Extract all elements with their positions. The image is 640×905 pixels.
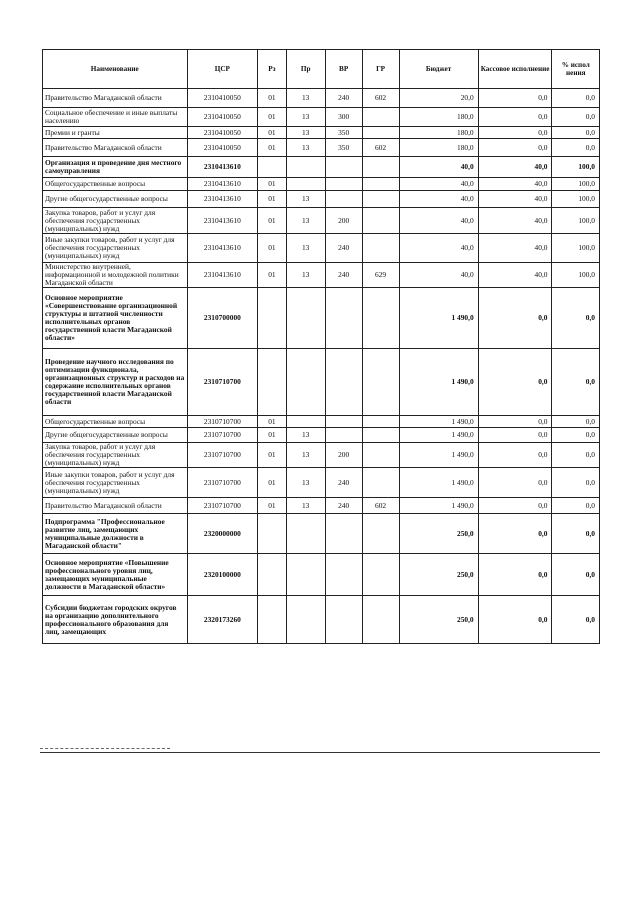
header-kass: Кассовое исполнение <box>478 50 552 89</box>
table-row <box>43 89 600 108</box>
cell-name: Общегосударственные вопросы <box>43 416 188 428</box>
cell-rz <box>258 514 286 554</box>
cell-kass: 0,0 <box>478 108 552 127</box>
header-gr: ГР <box>362 50 399 89</box>
table-row <box>43 443 600 468</box>
cell-pr <box>286 349 325 416</box>
cell-budget: 1 490,0 <box>399 468 478 498</box>
table-row <box>43 596 600 644</box>
table-row <box>43 468 600 498</box>
cell-name: Другие общегосударственные вопросы <box>43 191 188 208</box>
cell-vr: 200 <box>325 443 362 468</box>
cell-gr <box>362 416 399 428</box>
cell-budget: 40,0 <box>399 263 478 288</box>
cell-gr <box>362 288 399 349</box>
cell-kass: 0,0 <box>478 428 552 443</box>
cell-pct: 100,0 <box>552 178 600 191</box>
cell-name: Другие общегосударственные вопросы <box>43 428 188 443</box>
table-row <box>43 178 600 191</box>
cell-rz: 01 <box>258 178 286 191</box>
table-row <box>43 263 600 288</box>
cell-csr: 2320100000 <box>187 554 258 596</box>
cell-gr: 629 <box>362 263 399 288</box>
cell-budget: 1 490,0 <box>399 349 478 416</box>
cell-name: Иные закупки товаров, работ и услуг для обеспечения государственных (муниципальных) нужд <box>43 468 188 498</box>
table-row <box>43 157 600 178</box>
cell-pr: 13 <box>286 108 325 127</box>
cell-name: Субсидии бюджетам городских округов на организацию дополнительного профессионального образования для лиц, замещающих <box>43 596 188 644</box>
table-row <box>43 416 600 428</box>
cell-budget: 1 490,0 <box>399 498 478 514</box>
cell-budget: 180,0 <box>399 139 478 157</box>
table-row <box>43 191 600 208</box>
cell-name: Министерство внутренней, информационной и молодежной политики Магаданской области <box>43 263 188 288</box>
cell-name: Общегосударственные вопросы <box>43 178 188 191</box>
cell-kass: 0,0 <box>478 443 552 468</box>
cell-vr <box>325 514 362 554</box>
cell-pr: 13 <box>286 468 325 498</box>
cell-name: Иные закупки товаров, работ и услуг для обеспечения государственных (муниципальных) нужд <box>43 234 188 263</box>
cell-vr <box>325 288 362 349</box>
cell-gr <box>362 178 399 191</box>
cell-pr: 13 <box>286 139 325 157</box>
header-row <box>43 50 600 89</box>
cell-csr: 2310410050 <box>187 108 258 127</box>
cell-rz: 01 <box>258 263 286 288</box>
cell-pct: 0,0 <box>552 554 600 596</box>
cell-rz <box>258 157 286 178</box>
cell-pct: 100,0 <box>552 263 600 288</box>
header-pct: % испол нения <box>552 50 600 89</box>
cell-kass: 40,0 <box>478 234 552 263</box>
header-rz: Рз <box>258 50 286 89</box>
cell-vr <box>325 596 362 644</box>
cell-pr: 13 <box>286 127 325 139</box>
cell-rz: 01 <box>258 498 286 514</box>
cell-pct: 0,0 <box>552 349 600 416</box>
cell-rz: 01 <box>258 191 286 208</box>
cell-rz: 01 <box>258 443 286 468</box>
header-budget: Бюджет <box>399 50 478 89</box>
cell-pct: 0,0 <box>552 416 600 428</box>
cell-vr <box>325 428 362 443</box>
cell-budget: 1 490,0 <box>399 428 478 443</box>
cell-budget: 40,0 <box>399 178 478 191</box>
cell-kass: 40,0 <box>478 178 552 191</box>
cell-budget: 180,0 <box>399 127 478 139</box>
cell-pct: 100,0 <box>552 234 600 263</box>
cell-name: Закупка товаров, работ и услуг для обеспечения государственных (муниципальных) нужд <box>43 208 188 234</box>
cell-pct: 0,0 <box>552 596 600 644</box>
cell-rz <box>258 596 286 644</box>
cell-rz: 01 <box>258 468 286 498</box>
cell-gr: 602 <box>362 498 399 514</box>
cell-vr <box>325 554 362 596</box>
cell-gr <box>362 554 399 596</box>
table-row <box>43 108 600 127</box>
cell-rz: 01 <box>258 89 286 108</box>
cell-name: Закупка товаров, работ и услуг для обеспечения государственных (муниципальных) нужд <box>43 443 188 468</box>
cell-vr: 350 <box>325 127 362 139</box>
cell-pct: 100,0 <box>552 157 600 178</box>
cell-csr: 2310710700 <box>187 349 258 416</box>
cell-pr: 13 <box>286 191 325 208</box>
cell-kass: 0,0 <box>478 498 552 514</box>
cell-csr: 2310410050 <box>187 127 258 139</box>
cell-gr <box>362 208 399 234</box>
table-row <box>43 234 600 263</box>
cell-name: Премии и гранты <box>43 127 188 139</box>
cell-kass: 0,0 <box>478 127 552 139</box>
table-row <box>43 208 600 234</box>
table-row <box>43 349 600 416</box>
cell-pct: 0,0 <box>552 288 600 349</box>
cell-csr: 2310413610 <box>187 208 258 234</box>
cell-csr: 2310710700 <box>187 468 258 498</box>
footer-dash-line <box>40 748 170 749</box>
cell-kass: 0,0 <box>478 349 552 416</box>
cell-budget: 250,0 <box>399 596 478 644</box>
cell-budget: 250,0 <box>399 554 478 596</box>
cell-csr: 2320000000 <box>187 514 258 554</box>
cell-pr: 13 <box>286 208 325 234</box>
cell-vr <box>325 178 362 191</box>
header-vr: ВР <box>325 50 362 89</box>
cell-kass: 0,0 <box>478 139 552 157</box>
cell-gr: 602 <box>362 89 399 108</box>
cell-gr <box>362 157 399 178</box>
cell-pct: 0,0 <box>552 108 600 127</box>
cell-budget: 1 490,0 <box>399 443 478 468</box>
cell-csr: 2310413610 <box>187 263 258 288</box>
cell-kass: 0,0 <box>478 416 552 428</box>
cell-pr: 13 <box>286 498 325 514</box>
cell-rz: 01 <box>258 234 286 263</box>
table-row <box>43 288 600 349</box>
cell-pct: 100,0 <box>552 208 600 234</box>
cell-rz <box>258 554 286 596</box>
cell-kass: 40,0 <box>478 157 552 178</box>
cell-gr <box>362 428 399 443</box>
cell-gr: 602 <box>362 139 399 157</box>
cell-kass: 40,0 <box>478 191 552 208</box>
cell-vr: 240 <box>325 468 362 498</box>
cell-budget: 40,0 <box>399 191 478 208</box>
cell-rz: 01 <box>258 208 286 234</box>
cell-pr <box>286 157 325 178</box>
cell-rz: 01 <box>258 428 286 443</box>
cell-budget: 180,0 <box>399 108 478 127</box>
cell-gr <box>362 468 399 498</box>
header-name: Наименование <box>43 50 188 89</box>
cell-budget: 1 490,0 <box>399 416 478 428</box>
cell-kass: 40,0 <box>478 208 552 234</box>
cell-pr: 13 <box>286 89 325 108</box>
cell-pr <box>286 178 325 191</box>
cell-vr: 240 <box>325 498 362 514</box>
cell-csr: 2310413610 <box>187 157 258 178</box>
cell-rz: 01 <box>258 139 286 157</box>
cell-vr: 240 <box>325 263 362 288</box>
cell-kass: 0,0 <box>478 554 552 596</box>
cell-vr: 240 <box>325 89 362 108</box>
cell-pr <box>286 416 325 428</box>
cell-csr: 2310413610 <box>187 234 258 263</box>
cell-name: Социальное обеспечение и иные выплаты населению <box>43 108 188 127</box>
cell-budget: 250,0 <box>399 514 478 554</box>
cell-name: Основное мероприятие «Повышение профессионального уровня лиц, замещающих муниципальные должности в Магаданской области» <box>43 554 188 596</box>
cell-pct: 100,0 <box>552 191 600 208</box>
budget-table <box>42 49 600 644</box>
cell-csr: 2310413610 <box>187 191 258 208</box>
cell-pct: 0,0 <box>552 139 600 157</box>
cell-name: Правительство Магаданской области <box>43 89 188 108</box>
cell-gr <box>362 596 399 644</box>
cell-vr: 300 <box>325 108 362 127</box>
cell-name: Правительство Магаданской области <box>43 498 188 514</box>
cell-csr: 2320173260 <box>187 596 258 644</box>
cell-pct: 0,0 <box>552 89 600 108</box>
cell-vr <box>325 349 362 416</box>
cell-pr <box>286 554 325 596</box>
cell-rz: 01 <box>258 416 286 428</box>
cell-gr <box>362 108 399 127</box>
cell-vr: 200 <box>325 208 362 234</box>
cell-budget: 20,0 <box>399 89 478 108</box>
cell-name: Основное мероприятие «Совершенствование организационной структуры и штатной численности исполнительных органов государственной власти Магаданской области» <box>43 288 188 349</box>
cell-kass: 0,0 <box>478 468 552 498</box>
cell-budget: 40,0 <box>399 208 478 234</box>
cell-csr: 2310410050 <box>187 89 258 108</box>
cell-csr: 2310710700 <box>187 428 258 443</box>
cell-csr: 2310700000 <box>187 288 258 349</box>
cell-csr: 2310710700 <box>187 443 258 468</box>
cell-pr: 13 <box>286 443 325 468</box>
cell-gr <box>362 191 399 208</box>
cell-name: Организация и проведение дня местного самоуправления <box>43 157 188 178</box>
table-body <box>43 89 600 644</box>
cell-gr <box>362 127 399 139</box>
cell-gr <box>362 349 399 416</box>
header-csr: ЦСР <box>187 50 258 89</box>
cell-pr <box>286 596 325 644</box>
cell-kass: 0,0 <box>478 596 552 644</box>
cell-pr: 13 <box>286 234 325 263</box>
cell-vr <box>325 416 362 428</box>
header-pr: Пр <box>286 50 325 89</box>
cell-pr <box>286 514 325 554</box>
cell-gr <box>362 234 399 263</box>
cell-pct: 0,0 <box>552 428 600 443</box>
footer-rule <box>40 752 600 753</box>
cell-pct: 0,0 <box>552 127 600 139</box>
budget-table-sheet <box>42 49 600 644</box>
cell-gr <box>362 443 399 468</box>
table-row <box>43 139 600 157</box>
cell-pct: 0,0 <box>552 514 600 554</box>
cell-rz <box>258 349 286 416</box>
cell-csr: 2310413610 <box>187 178 258 191</box>
cell-rz: 01 <box>258 108 286 127</box>
table-row <box>43 554 600 596</box>
cell-budget: 40,0 <box>399 157 478 178</box>
cell-pct: 0,0 <box>552 498 600 514</box>
cell-name: Подпрограмма "Профессиональное развитие лиц, замещающих муниципальные должности в Магаданской области" <box>43 514 188 554</box>
table-row <box>43 127 600 139</box>
cell-kass: 0,0 <box>478 288 552 349</box>
cell-pr: 13 <box>286 428 325 443</box>
cell-budget: 40,0 <box>399 234 478 263</box>
table-row <box>43 498 600 514</box>
cell-pr: 13 <box>286 263 325 288</box>
cell-vr <box>325 191 362 208</box>
table-row <box>43 514 600 554</box>
cell-rz: 01 <box>258 127 286 139</box>
cell-rz <box>258 288 286 349</box>
cell-csr: 2310710700 <box>187 498 258 514</box>
cell-csr: 2310410050 <box>187 139 258 157</box>
cell-kass: 0,0 <box>478 89 552 108</box>
cell-name: Проведение научного исследования по оптимизации функционала, организационных структур и расходов на содержание исполнительных органов государственной власти Магаданской области <box>43 349 188 416</box>
cell-vr <box>325 157 362 178</box>
cell-csr: 2310710700 <box>187 416 258 428</box>
cell-gr <box>362 514 399 554</box>
cell-name: Правительство Магаданской области <box>43 139 188 157</box>
cell-pr <box>286 288 325 349</box>
cell-budget: 1 490,0 <box>399 288 478 349</box>
cell-kass: 0,0 <box>478 514 552 554</box>
cell-pct: 0,0 <box>552 468 600 498</box>
table-row <box>43 428 600 443</box>
cell-pct: 0,0 <box>552 443 600 468</box>
cell-vr: 350 <box>325 139 362 157</box>
cell-kass: 40,0 <box>478 263 552 288</box>
cell-vr: 240 <box>325 234 362 263</box>
